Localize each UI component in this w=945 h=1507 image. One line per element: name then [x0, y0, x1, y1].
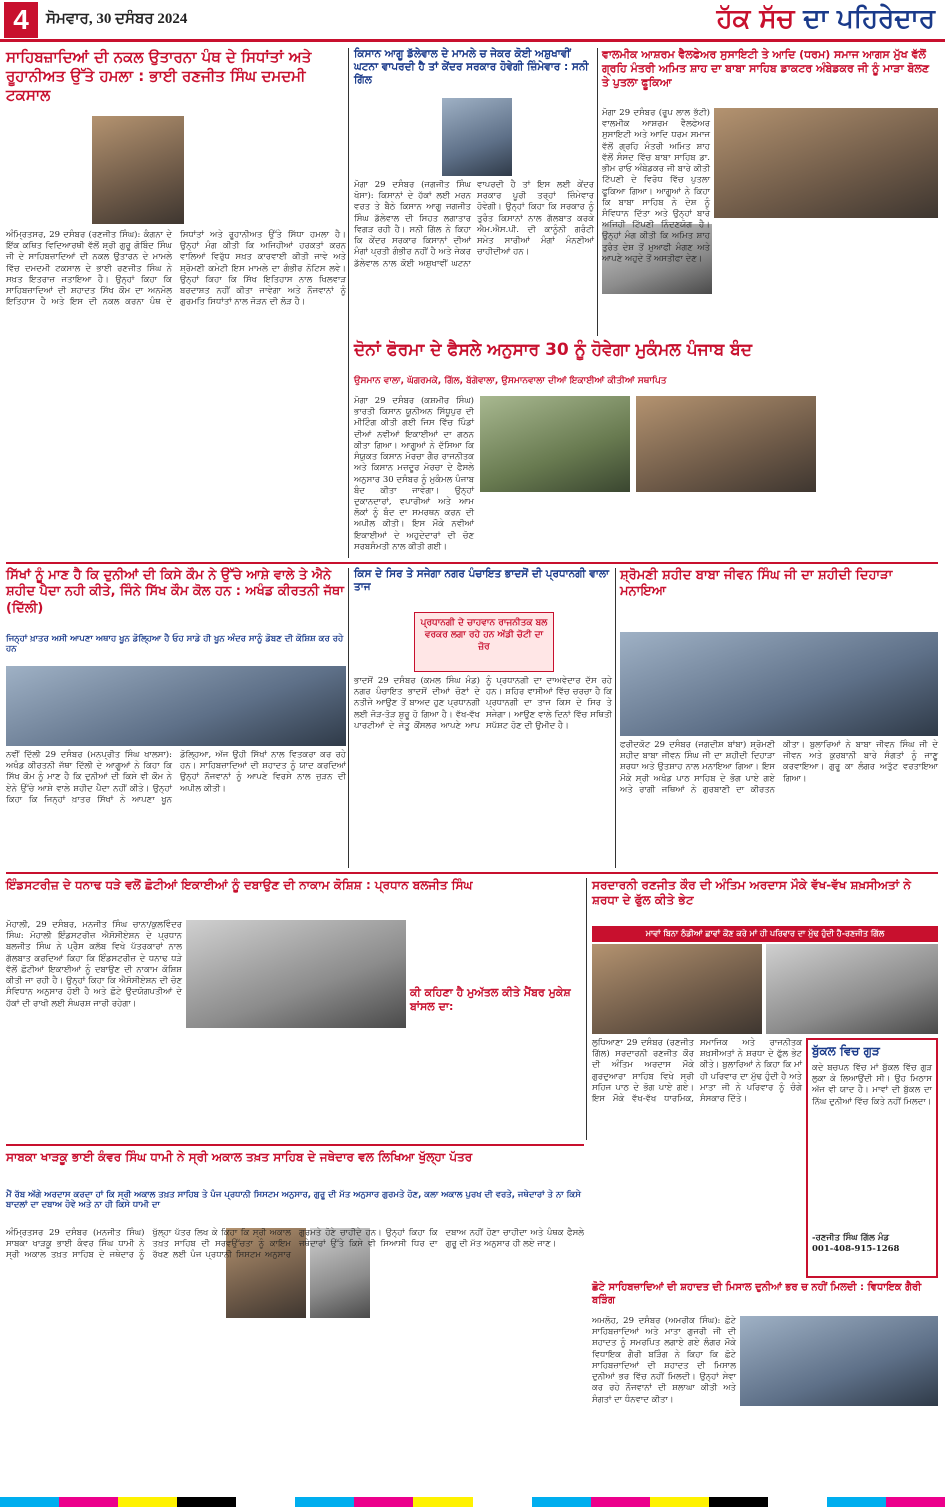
- divider: [348, 48, 349, 558]
- masthead-part-b: ਦਾ ਪਹਿਰੇਦਾਰ: [803, 4, 935, 34]
- story-9-photo-2: [766, 944, 938, 1034]
- story-7: [620, 568, 938, 868]
- story-10: [6, 1150, 584, 1490]
- story-9-photo-1: [592, 944, 762, 1034]
- story-6-body: ਭਾਦਸੋਂ 29 ਦਸੰਬਰ (ਕਮਲ ਸਿੰਘ ਮੰਡ) ਨਗਰ ਪੰਚਾਇਤ ਭਾਦਸੋਂ ਦੀਆਂ ਚੋਣਾਂ ਦੇ ਨਤੀਜੇ ਆਉਣ ਤੋਂ ਬਾਅਦ ਹੁਣ ਪ੍ਰਧਾਨਗੀ ਲਈ ਜੋੜ-ਤੋੜ ਸ਼ੁਰੂ ਹੋ ਗਿਆ ਹੈ। ਵੱਖ-ਵੱਖ ਪਾਰਟੀਆਂ ਦੇ ਜੇਤੂ ਕੌਂਸਲਰ ਆਪਣੇ ਆਪ ਨੂੰ ਪ੍ਰਧਾਨਗੀ ਦਾ ਦਾਅਵੇਦਾਰ ਦੱਸ ਰਹੇ ਹਨ। ਸ਼ਹਿਰ ਵਾਸੀਆਂ ਵਿੱਚ ਚਰਚਾ ਹੈ ਕਿ ਪ੍ਰਧਾਨਗੀ ਦਾ ਤਾਜ ਕਿਸ ਦੇ ਸਿਰ ਤੇ ਸਜੇਗਾ। ਆਉਣ ਵਾਲੇ ਦਿਨਾਂ ਵਿੱਚ ਸਥਿਤੀ ਸਪੱਸ਼ਟ ਹੋਣ ਦੀ ਉਮੀਦ ਹੈ।: [354, 676, 612, 731]
- story-9-box-phone: 001-408-915-1268: [812, 1244, 900, 1255]
- divider: [615, 568, 616, 868]
- story-2: [354, 48, 594, 336]
- story-9-box: [806, 1038, 938, 1278]
- story-4-photo-1: [480, 396, 630, 492]
- divider: [348, 568, 349, 868]
- story-3: [602, 48, 938, 336]
- story-3-photo-1: [714, 108, 938, 218]
- story-9-box-body: ਕਦੇ ਬਚਪਨ ਵਿੱਚ ਮਾਂ ਬੁੱਕਲ ਵਿੱਚ ਗੁੜ ਲੁਕਾ ਕੇ ਲਿਆਉਂਦੀ ਸੀ। ਉਹ ਮਿਠਾਸ ਅੱਜ ਵੀ ਯਾਦ ਹੈ। ਮਾਵਾਂ ਦੀ ਬੁੱਕਲ ਦਾ ਨਿੱਘ ਦੁਨੀਆਂ ਵਿੱਚ ਕਿਤੇ ਨਹੀਂ ਮਿਲਦਾ।: [812, 1063, 932, 1107]
- story-9-body: ਲੁਧਿਆਣਾ 29 ਦਸੰਬਰ (ਰਣਜੀਤ ਗਿੱਲ) ਸਰਦਾਰਨੀ ਰਣਜੀਤ ਕੌਰ ਦੀ ਅੰਤਿਮ ਅਰਦਾਸ ਮੌਕੇ ਗੁਰਦੁਆਰਾ ਸਾਹਿਬ ਵਿਖੇ ਸ੍ਰੀ ਸਹਿਜ ਪਾਠ ਦੇ ਭੋਗ ਪਾਏ ਗਏ। ਇਸ ਮੌਕੇ ਵੱਖ-ਵੱਖ ਧਾਰਮਿਕ, ਸਮਾਜਿਕ ਅਤੇ ਰਾਜਨੀਤਕ ਸ਼ਖ਼ਸੀਅਤਾਂ ਨੇ ਸ਼ਰਧਾ ਦੇ ਫੁੱਲ ਭੇਟ ਕੀਤੇ। ਬੁਲਾਰਿਆਂ ਨੇ ਕਿਹਾ ਕਿ ਮਾਂ ਹੀ ਪਰਿਵਾਰ ਦਾ ਮੁੱਢ ਹੁੰਦੀ ਹੈ ਅਤੇ ਮਾਤਾ ਜੀ ਨੇ ਪਰਿਵਾਰ ਨੂੰ ਚੰਗੇ ਸੰਸਕਾਰ ਦਿੱਤੇ।: [592, 1038, 802, 1105]
- story-6-quote: ਪ੍ਰਧਾਨਗੀ ਦੇ ਚਾਹਵਾਨ ਰਾਜਨੀਤਕ ਬਲ ਵਰਕਰ ਲਗਾ ਰਹੇ ਹਨ ਅੱਡੀ ਚੋਟੀ ਦਾ ਜ਼ੋਰ: [414, 612, 554, 672]
- page-header: [0, 0, 945, 42]
- story-10-body: ਅੰਮ੍ਰਿਤਸਰ 29 ਦਸੰਬਰ (ਮਨਜੀਤ ਸਿੰਘ) ਸਾਬਕਾ ਖਾੜਕੂ ਭਾਈ ਕੰਵਰ ਸਿੰਘ ਧਾਮੀ ਨੇ ਸ੍ਰੀ ਅਕਾਲ ਤਖ਼ਤ ਸਾਹਿਬ ਦੇ ਜਥੇਦਾਰ ਨੂੰ ਖੁੱਲ੍ਹਾ ਪੱਤਰ ਲਿਖ ਕੇ ਕਿਹਾ ਕਿ ਸ੍ਰੀ ਅਕਾਲ ਤਖ਼ਤ ਸਾਹਿਬ ਦੀ ਸਰਵਉੱਚਤਾ ਨੂੰ ਕਾਇਮ ਰੱਖਣ ਲਈ ਪੰਜ ਪ੍ਰਧਾਨੀ ਸਿਸਟਮ ਅਨੁਸਾਰ ਗੁਰਮਤੇ ਹੋਣੇ ਚਾਹੀਦੇ ਹਨ। ਉਨ੍ਹਾਂ ਕਿਹਾ ਕਿ ਜਥੇਦਾਰਾਂ ਉੱਤੇ ਕਿਸੇ ਵੀ ਸਿਆਸੀ ਧਿਰ ਦਾ ਦਬਾਅ ਨਹੀਂ ਹੋਣਾ ਚਾਹੀਦਾ ਅਤੇ ਪੰਥਕ ਫੈਸਲੇ ਗੁਰੂ ਦੀ ਮੱਤ ਅਨੁਸਾਰ ਹੀ ਲਏ ਜਾਣ।: [6, 1228, 584, 1261]
- story-4-kicker: ਉਸਮਾਨ ਵਾਲਾ, ਘੱਗਰਮਕੇ, ਗਿੱਲ, ਬੱਗੇਵਾਲਾ, ਉਸਮਾਨਵਾਲਾ ਦੀਆਂ ਇਕਾਈਆਂ ਕੀਤੀਆਂ ਸਥਾਪਿਤ: [354, 376, 667, 386]
- story-1-headline: ਸਾਹਿਬਜ਼ਾਦਿਆਂ ਦੀ ਨਕਲ ਉਤਾਰਨਾ ਪੰਥ ਦੇ ਸਿਧਾਂਤਾਂ ਅਤੇ ਰੂਹਾਨੀਅਤ ਉੱਤੇ ਹਮਲਾ : ਭਾਈ ਰਣਜੀਤ ਸਿੰਘ ਦਮਦਮੀ ਟਕਸਾਲ: [6, 48, 312, 104]
- story-10-kicker: ਮੈਂ ਰੱਬ ਅੱਗੇ ਅਰਦਾਸ ਕਰਦਾ ਹਾਂ ਕਿ ਸ੍ਰੀ ਅਕਾਲ ਤਖ਼ਤ ਸਾਹਿਬ ਤੇ ਪੰਜ ਪ੍ਰਧਾਨੀ ਸਿਸਟਮ ਅਨੁਸਾਰ, ਗੁਰੂ ਦੀ ਮੱਤ ਅਨੁਸਾਰ ਗੁਰਮਤੇ ਹੋਣ, ਕਲਾ ਅਕਾਲ ਪੁਰਖ ਦੀ ਵਰਤੇ, ਜਥੇਦਾਰਾਂ ਤੇ ਨਾ ਕਿਸੇ ਬਾਦਲਾਂ ਦਾ ਦਬਾਅ ਹੋਵੇ ਅਤੇ ਨਾ ਹੀ ਕਿਸੇ ਧਾਮੀ ਦਾ: [6, 1190, 581, 1210]
- story-3-headline: ਵਾਲਮੀਕ ਆਸ਼ਰਮ ਵੈਲਫੇਅਰ ਸੁਸਾਇਟੀ ਤੇ ਆਦਿ (ਧਰਮ) ਸਮਾਜ ਆਗਸ ਮੁੱਖ ਵੱਲੋਂ ਗ੍ਰਹਿ ਮੰਤਰੀ ਅਮਿਤ ਸ਼ਾਹ ਦਾ ਬਾਬਾ ਸਾਹਿਬ ਡਾਕਟਰ ਅੰਬੇਡਕਰ ਜੀ ਨੂੰ ਮਾੜਾ ਬੋਲਣ ਤੇ ਪੁਤਲਾ ਫੂਕਿਆ: [602, 48, 930, 89]
- page-number: 4: [4, 2, 38, 38]
- divider: [597, 48, 598, 336]
- story-1-body: ਅੰਮ੍ਰਿਤਸਰ, 29 ਦਸੰਬਰ (ਰਣਜੀਤ ਸਿੰਘ): ਕੰਗਨਾ ਦੇ ਇੱਕ ਕਥਿਤ ਵਿਦਿਆਰਥੀ ਵੱਲੋਂ ਸ਼੍ਰੀ ਗੁਰੂ ਗੋਬਿੰਦ ਸਿੰਘ ਜੀ ਦੇ ਸਾਹਿਬਜ਼ਾਦਿਆਂ ਦੀ ਨਕਲ ਉਤਾਰਨ ਦੇ ਮਾਮਲੇ ਵਿੱਚ ਦਮਦਮੀ ਟਕਸਾਲ ਦੇ ਭਾਈ ਰਣਜੀਤ ਸਿੰਘ ਨੇ ਸਖ਼ਤ ਇਤਰਾਜ਼ ਜਤਾਇਆ ਹੈ। ਉਨ੍ਹਾਂ ਕਿਹਾ ਕਿ ਸਾਹਿਬਜ਼ਾਦਿਆਂ ਦੀ ਸ਼ਹਾਦਤ ਸਿੱਖ ਕੌਮ ਦਾ ਅਨਮੋਲ ਇਤਿਹਾਸ ਹੈ ਅਤੇ ਇਸ ਦੀ ਨਕਲ ਕਰਨਾ ਪੰਥ ਦੇ ਸਿਧਾਂਤਾਂ ਅਤੇ ਰੂਹਾਨੀਅਤ ਉੱਤੇ ਸਿੱਧਾ ਹਮਲਾ ਹੈ। ਉਨ੍ਹਾਂ ਮੰਗ ਕੀਤੀ ਕਿ ਅਜਿਹੀਆਂ ਹਰਕਤਾਂ ਕਰਨ ਵਾਲਿਆਂ ਵਿਰੁੱਧ ਸਖ਼ਤ ਕਾਰਵਾਈ ਕੀਤੀ ਜਾਵੇ ਅਤੇ ਸ਼੍ਰੋਮਣੀ ਕਮੇਟੀ ਇਸ ਮਾਮਲੇ ਦਾ ਗੰਭੀਰ ਨੋਟਿਸ ਲਵੇ। ਉਨ੍ਹਾਂ ਕਿਹਾ ਕਿ ਸਿੱਖ ਇਤਿਹਾਸ ਨਾਲ ਖਿਲਵਾੜ ਬਰਦਾਸ਼ਤ ਨਹੀਂ ਕੀਤਾ ਜਾਵੇਗਾ ਅਤੇ ਨੌਜਵਾਨਾਂ ਨੂੰ ਗੁਰਮਤਿ ਸਿਧਾਂਤਾਂ ਨਾਲ ਜੋੜਨ ਦੀ ਲੋੜ ਹੈ।: [6, 230, 346, 308]
- story-2-photo: [442, 98, 512, 176]
- story-2-body: ਮੋਗਾ 29 ਦਸੰਬਰ (ਜਗਜੀਤ ਸਿੰਘ ਖੋਸਾ): ਕਿਸਾਨਾਂ ਦੇ ਹੱਕਾਂ ਲਈ ਮਰਨ ਵਰਤ ਤੇ ਬੈਠੇ ਕਿਸਾਨ ਆਗੂ ਜਗਜੀਤ ਸਿੰਘ ਡੱਲੇਵਾਲ ਦੀ ਸਿਹਤ ਲਗਾਤਾਰ ਵਿਗੜ ਰਹੀ ਹੈ। ਸਨੀ ਗਿੱਲ ਨੇ ਕਿਹਾ ਕਿ ਕੇਂਦਰ ਸਰਕਾਰ ਕਿਸਾਨਾਂ ਦੀਆਂ ਮੰਗਾਂ ਪ੍ਰਤੀ ਗੰਭੀਰ ਨਹੀਂ ਹੈ ਅਤੇ ਜੇਕਰ ਡੱਲੇਵਾਲ ਨਾਲ ਕੋਈ ਅਸ਼ੁਖਾਵੀਂ ਘਟਨਾ ਵਾਪਰਦੀ ਹੈ ਤਾਂ ਇਸ ਲਈ ਕੇਂਦਰ ਸਰਕਾਰ ਪੂਰੀ ਤਰ੍ਹਾਂ ਜ਼ਿੰਮੇਵਾਰ ਹੋਵੇਗੀ। ਉਨ੍ਹਾਂ ਕਿਹਾ ਕਿ ਸਰਕਾਰ ਨੂੰ ਤੁਰੰਤ ਕਿਸਾਨਾਂ ਨਾਲ ਗੱਲਬਾਤ ਕਰਕੇ ਐਮ.ਐਸ.ਪੀ. ਦੀ ਕਾਨੂੰਨੀ ਗਰੰਟੀ ਸਮੇਤ ਸਾਰੀਆਂ ਮੰਗਾਂ ਮੰਨਣੀਆਂ ਚਾਹੀਦੀਆਂ ਹਨ।: [354, 180, 594, 269]
- divider: [586, 878, 587, 1140]
- section-divider: [6, 562, 938, 564]
- story-5-kicker: ਜਿਨ੍ਹਾਂ ਖ਼ਾਤਰ ਅਸੀ ਆਪਣਾ ਅਥਾਹ ਖੂਨ ਡੋਲ੍ਹਿਆ ਹੈ ਓਹ ਸਾਡੇ ਹੀ ਖੂਨ ਅੰਦਰ ਸਾਨੂੰ ਡੋਬਣ ਦੀ ਕੋਸ਼ਿਸ਼ ਕਰ ਰਹੇ ਹਨ: [6, 634, 344, 654]
- story-7-body: ਫਰੀਦਕੋਟ 29 ਦਸੰਬਰ (ਜਗਦੀਸ਼ ਬਾਂਬਾ) ਸ਼੍ਰੋਮਣੀ ਸ਼ਹੀਦ ਬਾਬਾ ਜੀਵਨ ਸਿੰਘ ਜੀ ਦਾ ਸ਼ਹੀਦੀ ਦਿਹਾੜਾ ਸ਼ਰਧਾ ਅਤੇ ਉਤਸ਼ਾਹ ਨਾਲ ਮਨਾਇਆ ਗਿਆ। ਇਸ ਮੌਕੇ ਸ੍ਰੀ ਅਖੰਡ ਪਾਠ ਸਾਹਿਬ ਦੇ ਭੋਗ ਪਾਏ ਗਏ ਅਤੇ ਰਾਗੀ ਜਥਿਆਂ ਨੇ ਗੁਰਬਾਣੀ ਦਾ ਕੀਰਤਨ ਕੀਤਾ। ਬੁਲਾਰਿਆਂ ਨੇ ਬਾਬਾ ਜੀਵਨ ਸਿੰਘ ਜੀ ਦੇ ਜੀਵਨ ਅਤੇ ਕੁਰਬਾਨੀ ਬਾਰੇ ਸੰਗਤਾਂ ਨੂੰ ਜਾਣੂ ਕਰਵਾਇਆ। ਗੁਰੂ ਕਾ ਲੰਗਰ ਅਤੁੱਟ ਵਰਤਾਇਆ ਗਿਆ।: [620, 740, 938, 795]
- section-divider: [6, 872, 938, 874]
- story-6: [354, 568, 612, 868]
- story-1-photo: [92, 116, 184, 224]
- story-4-body: ਮੋਗਾ 29 ਦਸੰਬਰ (ਕਸ਼ਮੀਰ ਸਿੰਘ) ਭਾਰਤੀ ਕਿਸਾਨ ਯੂਨੀਅਨ ਸਿੱਧੂਪੁਰ ਦੀ ਮੀਟਿੰਗ ਕੀਤੀ ਗਈ ਜਿਸ ਵਿੱਚ ਪਿੰਡਾਂ ਦੀਆਂ ਨਵੀਆਂ ਇਕਾਈਆਂ ਦਾ ਗਠਨ ਕੀਤਾ ਗਿਆ। ਆਗੂਆਂ ਨੇ ਦੱਸਿਆ ਕਿ ਸੰਯੁਕਤ ਕਿਸਾਨ ਮੋਰਚਾ ਗੈਰ ਰਾਜਨੀਤਕ ਅਤੇ ਕਿਸਾਨ ਮਜ਼ਦੂਰ ਮੋਰਚਾ ਦੇ ਫੈਸਲੇ ਅਨੁਸਾਰ 30 ਦਸੰਬਰ ਨੂੰ ਮੁਕੰਮਲ ਪੰਜਾਬ ਬੰਦ ਕੀਤਾ ਜਾਵੇਗਾ। ਉਨ੍ਹਾਂ ਦੁਕਾਨਦਾਰਾਂ, ਵਪਾਰੀਆਂ ਅਤੇ ਆਮ ਲੋਕਾਂ ਨੂੰ ਬੰਦ ਦਾ ਸਮਰਥਨ ਕਰਨ ਦੀ ਅਪੀਲ ਕੀਤੀ। ਇਸ ਮੌਕੇ ਨਵੀਆਂ ਇਕਾਈਆਂ ਦੇ ਅਹੁਦੇਦਾਰਾਂ ਦੀ ਚੋਣ ਸਰਬਸੰਮਤੀ ਨਾਲ ਕੀਤੀ ਗਈ।: [354, 396, 474, 552]
- story-9-banner: ਮਾਵਾਂ ਬਿਨਾ ਠੰਡੀਆਂ ਛਾਵਾਂ ਕੌਣ ਕਰੇ ਮਾਂ ਹੀ ਪਰਿਵਾਰ ਦਾ ਮੁੱਢ ਹੁੰਦੀ ਹੈ-ਰਣਜੀਤ ਗਿੱਲ: [592, 926, 938, 942]
- story-6-headline: ਕਿਸ ਦੇ ਸਿਰ ਤੇ ਸਜੇਗਾ ਨਗਰ ਪੰਚਾਇਤ ਭਾਦਸੋਂ ਦੀ ਪ੍ਰਧਾਨਗੀ ਵਾਲਾ ਤਾਜ: [354, 568, 609, 594]
- story-4-photo-2: [636, 396, 816, 492]
- story-11-headline: ਛੋਟੇ ਸਾਹਿਬਜ਼ਾਦਿਆਂ ਦੀ ਸ਼ਹਾਦਤ ਦੀ ਮਿਸਾਲ ਦੁਨੀਆਂ ਭਰ ਚ ਨਹੀਂ ਮਿਲਦੀ : ਵਿਧਾਇਕ ਗੈਰੀ ਬੜਿੰਗ: [592, 1282, 922, 1306]
- story-5-headline: ਸਿੱਖਾਂ ਨੂੰ ਮਾਣ ਹੈ ਕਿ ਦੁਨੀਆਂ ਦੀ ਕਿਸੇ ਕੌਮ ਨੇ ਉੱਚੇ ਆਸ਼ੇ ਵਾਲੇ ਤੇ ਐਨੇ ਸ਼ਹੀਦ ਪੈਦਾ ਨਹੀ ਕੀਤੇ, ਜਿੰਨੇ ਸਿੱਖ ਕੌਮ ਕੋਲ ਹਨ : ਅਖੰਡ ਕੀਰਤਨੀ ਜੱਥਾ (ਦਿੱਲੀ): [6, 568, 345, 616]
- story-8-quote: ਕੀ ਕਹਿਣਾ ਹੈ ਮੁਅੱਤਲ ਕੀਤੇ ਮੈਂਬਰ ਮੁਕੇਸ਼ ਬਾਂਸਲ ਦਾ:: [410, 986, 571, 1013]
- story-8-sidebar: [410, 920, 580, 1134]
- story-11: [592, 1282, 938, 1490]
- story-9-headline: ਸਰਦਾਰਨੀ ਰਣਜੀਤ ਕੌਰ ਦੀ ਅੰਤਿਮ ਅਰਦਾਸ ਮੌਕੇ ਵੱਖ-ਵੱਖ ਸ਼ਖ਼ਸੀਅਤਾਂ ਨੇ ਸ਼ਰਧਾ ਦੇ ਫੁੱਲ ਕੀਤੇ ਭੇਟ: [592, 878, 911, 907]
- story-11-body: ਅਮਲੋਹ, 29 ਦਸੰਬਰ (ਅਮਰੀਕ ਸਿੰਘ): ਛੋਟੇ ਸਾਹਿਬਜ਼ਾਦਿਆਂ ਅਤੇ ਮਾਤਾ ਗੁਜਰੀ ਜੀ ਦੀ ਸ਼ਹਾਦਤ ਨੂੰ ਸਮਰਪਿਤ ਲਗਾਏ ਗਏ ਲੰਗਰ ਮੌਕੇ ਵਿਧਾਇਕ ਗੈਰੀ ਬੜਿੰਗ ਨੇ ਕਿਹਾ ਕਿ ਛੋਟੇ ਸਾਹਿਬਜ਼ਾਦਿਆਂ ਦੀ ਸ਼ਹਾਦਤ ਦੀ ਮਿਸਾਲ ਦੁਨੀਆਂ ਭਰ ਵਿੱਚ ਨਹੀਂ ਮਿਲਦੀ। ਉਨ੍ਹਾਂ ਸੇਵਾ ਕਰ ਰਹੇ ਨੌਜਵਾਨਾਂ ਦੀ ਸ਼ਲਾਘਾ ਕੀਤੀ ਅਤੇ ਸੰਗਤਾਂ ਦਾ ਧੰਨਵਾਦ ਕੀਤਾ।: [592, 1316, 736, 1405]
- story-2-headline: ਕਿਸਾਨ ਆਗੂ ਡੱਲੇਵਾਲ ਦੇ ਮਾਮਲੇ ਚ ਜੇਕਰ ਕੋਈ ਅਸ਼ੁਖਾਵੀਂ ਘਟਨਾ ਵਾਪਰਦੀ ਹੈ ਤਾਂ ਕੇਂਦਰ ਸਰਕਾਰ ਹੋਵੇਗੀ ਜ਼ਿੰਮੇਵਾਰ : ਸਨੀ ਗਿੱਲ: [354, 48, 589, 87]
- story-4-headline: ਦੋਨਾਂ ਫੋਰਮਾ ਦੇ ਫੈਸਲੇ ਅਨੁਸਾਰ 30 ਨੂੰ ਹੋਵੇਗਾ ਮੁਕੰਮਲ ਪੰਜਾਬ ਬੰਦ: [354, 340, 753, 360]
- story-5-photo: [6, 666, 346, 746]
- story-7-headline: ਸ਼੍ਰੋਮਣੀ ਸ਼ਹੀਦ ਬਾਬਾ ਜੀਵਨ ਸਿੰਘ ਜੀ ਦਾ ਸ਼ਹੀਦੀ ਦਿਹਾੜਾ ਮਨਾਇਆ: [620, 568, 893, 600]
- issue-date: ਸੋਮਵਾਰ, 30 ਦਸੰਬਰ 2024: [46, 11, 188, 27]
- story-8: [6, 878, 582, 1140]
- masthead: [717, 4, 935, 35]
- story-5: [6, 568, 346, 868]
- color-registration-strip: [0, 1497, 945, 1507]
- story-7-photo: [620, 632, 938, 736]
- story-9-box-title: ਬੁੱਕਲ ਵਿਚ ਗੁੜ: [812, 1044, 880, 1058]
- story-9-box-author: -ਰਣਜੀਤ ਸਿੰਘ ਗਿੱਲ ਮੰਡ: [812, 1233, 889, 1243]
- section-divider: [6, 1144, 584, 1146]
- story-1: [6, 48, 346, 558]
- story-8-headline: ਇੰਡਸਟਰੀਜ਼ ਦੇ ਧਨਾਢ ਧੜੇ ਵਲੋਂ ਛੋਟੀਆਂ ਇਕਾਈਆਂ ਨੂੰ ਦਬਾਉਣ ਦੀ ਨਾਕਾਮ ਕੋਸ਼ਿਸ਼ : ਪ੍ਰਧਾਨ ਬਲਜੀਤ ਸਿੰਘ: [6, 878, 473, 892]
- masthead-part-a: ਹੱਕ ਸੱਚ: [716, 4, 804, 34]
- story-8-photo: [186, 920, 406, 1028]
- story-4: [354, 340, 938, 560]
- story-11-photo: [740, 1316, 938, 1406]
- story-5-body: ਨਵੀਂ ਦਿੱਲੀ 29 ਦਸੰਬਰ (ਮਨਪ੍ਰੀਤ ਸਿੰਘ ਖਾਲਸਾ): ਅਖੰਡ ਕੀਰਤਨੀ ਜੱਥਾ ਦਿੱਲੀ ਦੇ ਆਗੂਆਂ ਨੇ ਕਿਹਾ ਕਿ ਸਿੱਖ ਕੌਮ ਨੂੰ ਮਾਣ ਹੈ ਕਿ ਦੁਨੀਆਂ ਦੀ ਕਿਸੇ ਵੀ ਕੌਮ ਨੇ ਏਨੇ ਉੱਚੇ ਆਸ਼ੇ ਵਾਲੇ ਸ਼ਹੀਦ ਪੈਦਾ ਨਹੀਂ ਕੀਤੇ। ਉਨ੍ਹਾਂ ਕਿਹਾ ਕਿ ਜਿਨ੍ਹਾਂ ਖ਼ਾਤਰ ਸਿੱਖਾਂ ਨੇ ਆਪਣਾ ਖੂਨ ਡੋਲ੍ਹਿਆ, ਅੱਜ ਉਹੀ ਸਿੱਖਾਂ ਨਾਲ ਵਿਤਕਰਾ ਕਰ ਰਹੇ ਹਨ। ਸਾਹਿਬਜ਼ਾਦਿਆਂ ਦੀ ਸ਼ਹਾਦਤ ਨੂੰ ਯਾਦ ਕਰਦਿਆਂ ਉਨ੍ਹਾਂ ਨੌਜਵਾਨਾਂ ਨੂੰ ਆਪਣੇ ਵਿਰਸੇ ਨਾਲ ਜੁੜਨ ਦੀ ਅਪੀਲ ਕੀਤੀ।: [6, 750, 346, 805]
- story-10-headline: ਸਾਬਕਾ ਖਾੜਕੂ ਭਾਈ ਕੰਵਰ ਸਿੰਘ ਧਾਮੀ ਨੇ ਸ੍ਰੀ ਅਕਾਲ ਤਖ਼ਤ ਸਾਹਿਬ ਦੇ ਜਥੇਦਾਰ ਵਲ ਲਿਖਿਆ ਖੁੱਲ੍ਹਾ ਪੱਤਰ: [6, 1150, 473, 1164]
- story-3-body: ਮੋਗਾ 29 ਦਸੰਬਰ (ਰੂਪ ਲਾਲ ਭੱਟੀ) ਵਾਲਮੀਕ ਆਸ਼ਰਮ ਵੈਲਫੇਅਰ ਸੁਸਾਇਟੀ ਅਤੇ ਆਦਿ ਧਰਮ ਸਮਾਜ ਵੱਲੋਂ ਗ੍ਰਹਿ ਮੰਤਰੀ ਅਮਿਤ ਸ਼ਾਹ ਵੱਲੋਂ ਸੰਸਦ ਵਿੱਚ ਬਾਬਾ ਸਾਹਿਬ ਡਾ. ਭੀਮ ਰਾਓ ਅੰਬੇਡਕਰ ਜੀ ਬਾਰੇ ਕੀਤੀ ਟਿੱਪਣੀ ਦੇ ਵਿਰੋਧ ਵਿੱਚ ਪੁਤਲਾ ਫੂਕਿਆ ਗਿਆ। ਆਗੂਆਂ ਨੇ ਕਿਹਾ ਕਿ ਬਾਬਾ ਸਾਹਿਬ ਨੇ ਦੇਸ਼ ਨੂੰ ਸੰਵਿਧਾਨ ਦਿੱਤਾ ਅਤੇ ਉਨ੍ਹਾਂ ਬਾਰੇ ਅਜਿਹੀ ਟਿੱਪਣੀ ਨਿੰਦਣਯੋਗ ਹੈ। ਉਨ੍ਹਾਂ ਮੰਗ ਕੀਤੀ ਕਿ ਅਮਿਤ ਸ਼ਾਹ ਤੁਰੰਤ ਦੇਸ਼ ਤੋਂ ਮੁਆਫੀ ਮੰਗਣ ਅਤੇ ਆਪਣੇ ਅਹੁਦੇ ਤੋਂ ਅਸਤੀਫਾ ਦੇਣ।: [602, 108, 710, 264]
- story-8-body: ਮੋਹਾਲੀ, 29 ਦਸੰਬਰ, ਮਨਜੀਤ ਸਿੰਘ ਚਾਨਾ/ਕੁਲਵਿੰਦਰ ਸਿੰਘ: ਮੋਹਾਲੀ ਇੰਡਸਟਰੀਜ਼ ਐਸੋਸੀਏਸ਼ਨ ਦੇ ਪ੍ਰਧਾਨ ਬਲਜੀਤ ਸਿੰਘ ਨੇ ਪ੍ਰੈਸ ਕਲੱਬ ਵਿਖੇ ਪੱਤਰਕਾਰਾਂ ਨਾਲ ਗੱਲਬਾਤ ਕਰਦਿਆਂ ਕਿਹਾ ਕਿ ਇੰਡਸਟਰੀਜ਼ ਦੇ ਧਨਾਢ ਧੜੇ ਵੱਲੋਂ ਛੋਟੀਆਂ ਇਕਾਈਆਂ ਨੂੰ ਦਬਾਉਣ ਦੀ ਨਾਕਾਮ ਕੋਸ਼ਿਸ਼ ਕੀਤੀ ਜਾ ਰਹੀ ਹੈ। ਉਨ੍ਹਾਂ ਕਿਹਾ ਕਿ ਐਸੋਸੀਏਸ਼ਨ ਦੀ ਚੋਣ ਸੰਵਿਧਾਨ ਅਨੁਸਾਰ ਹੋਈ ਹੈ ਅਤੇ ਛੋਟੇ ਉਦਯੋਗਪਤੀਆਂ ਦੇ ਹੱਕਾਂ ਦੀ ਰਾਖੀ ਲਈ ਸੰਘਰਸ਼ ਜਾਰੀ ਰਹੇਗਾ।: [6, 920, 182, 1009]
